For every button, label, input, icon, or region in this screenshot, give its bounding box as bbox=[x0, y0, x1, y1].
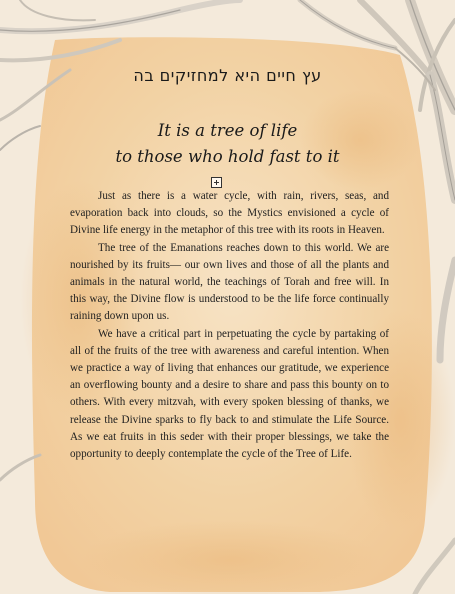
body-text bbox=[70, 188, 389, 463]
subtitle bbox=[60, 118, 395, 170]
subtitle-line-2: to those who hold fast to it bbox=[115, 147, 340, 166]
subtitle-line-1: It is a tree of life bbox=[157, 121, 298, 140]
paragraph: The tree of the Emanations reaches down to this world. We are nourished by its fruits— our own lives and those of all the plants and animals in the natural world, the teachings of Torah and free will. In this way, the Divine flow is understood to be the life force continually raining down upon us. bbox=[70, 241, 389, 323]
hebrew-title: עץ חיים היא למחזיקים בה bbox=[133, 66, 322, 85]
paragraph: We have a critical part in perpetuating the cycle by partaking of all of the fruits of the tree with awareness and careful intention. When we practice a way of living that enhances our gratitude, we experience an overflowing bounty and a desire to share and pass this bounty on to others. With every mitzvah, with every spoken blessing of thanks, we release the Divine sparks to fly back to and stimulate the Life Source. As we eat fruits in this seder with their proper blessings, we take the opportunity to deeply contemplate the cycle of the Tree of Life. bbox=[70, 327, 389, 461]
expand-toggle-icon[interactable] bbox=[211, 177, 222, 188]
paragraph: Just as there is a water cycle, with rain, rivers, seas, and evaporation back into clouds, so the Mystics envisioned a cycle of Divine life energy in the metaphor of this tree with its roots in Heaven. bbox=[70, 190, 389, 237]
